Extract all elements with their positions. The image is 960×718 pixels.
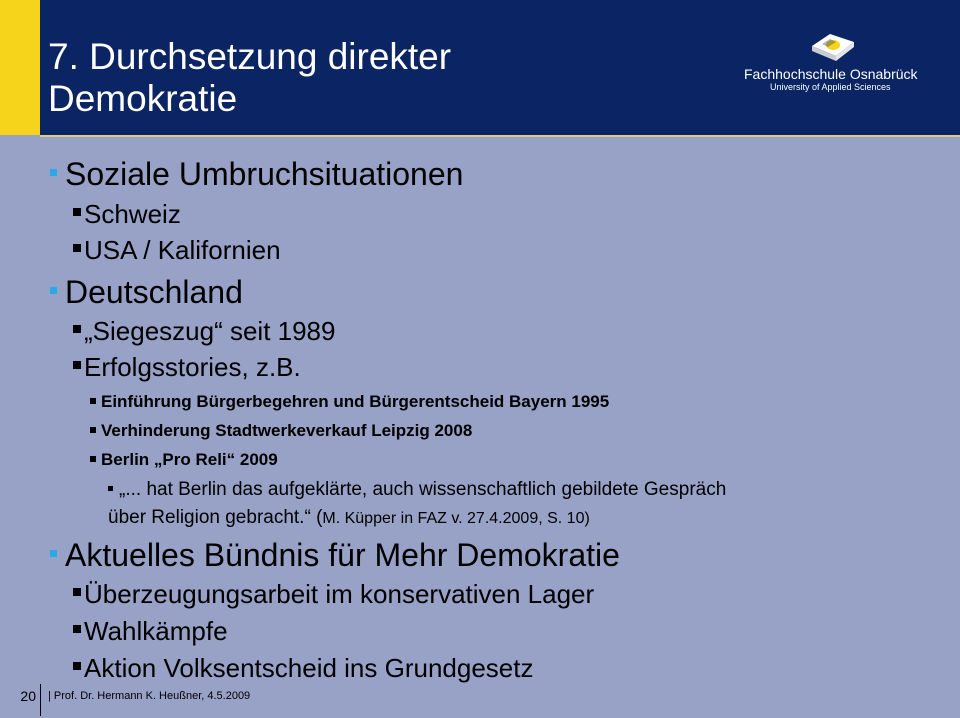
footer-author: | Prof. Dr. Hermann K. Heußner, 4.5.2009 bbox=[48, 690, 251, 702]
list-item: Soziale Umbruchsituationen bbox=[50, 156, 463, 193]
footer-divider bbox=[40, 684, 41, 716]
quote-line: über Religion gebracht.“ (M. Küpper in FAZ v. 27.4.2009, S. 10) bbox=[108, 507, 590, 528]
list-item: Erfolgsstories, z.B. bbox=[73, 352, 301, 383]
logo-subtitle: University of Applied Sciences bbox=[770, 82, 891, 92]
quote-line: „... hat Berlin das aufgeklärte, auch wissenschaftlich gebildete Gespräch bbox=[108, 479, 726, 501]
square-bullet-icon bbox=[73, 625, 81, 633]
logo-name: Fachhochschule Osnabrück bbox=[744, 66, 918, 82]
title-line-1: 7. Durchsetzung direkter bbox=[48, 36, 452, 77]
list-item: Wahlkämpfe bbox=[73, 616, 228, 647]
list-item: Verhinderung Stadtwerkeverkauf Leipzig 2008 bbox=[90, 421, 472, 441]
square-bullet-icon bbox=[50, 287, 57, 294]
square-bullet-icon bbox=[90, 398, 96, 404]
list-item: Berlin „Pro Reli“ 2009 bbox=[90, 450, 278, 470]
list-item: Überzeugungsarbeit im konservativen Lager bbox=[73, 579, 594, 610]
square-bullet-icon bbox=[50, 550, 57, 557]
square-bullet-icon bbox=[90, 456, 96, 462]
list-item: Deutschland bbox=[50, 274, 243, 311]
page-number: 20 bbox=[20, 688, 36, 704]
square-bullet-icon bbox=[73, 325, 81, 333]
square-bullet-icon bbox=[73, 244, 81, 252]
list-item: Einführung Bürgerbegehren und Bürgerentscheid Bayern 1995 bbox=[90, 392, 609, 412]
square-bullet-icon bbox=[73, 361, 81, 369]
list-item: USA / Kalifornien bbox=[73, 235, 281, 266]
list-item: „Siegeszug“ seit 1989 bbox=[73, 316, 335, 347]
square-bullet-icon bbox=[73, 208, 81, 216]
square-bullet-icon bbox=[73, 588, 81, 596]
square-bullet-icon bbox=[73, 662, 81, 670]
list-item: Schweiz bbox=[73, 199, 181, 230]
list-item: Aktuelles Bündnis für Mehr Demokratie bbox=[50, 537, 620, 574]
square-bullet-icon bbox=[108, 486, 113, 491]
list-item: Aktion Volksentscheid ins Grundgesetz bbox=[73, 653, 533, 684]
title-line-2: Demokratie bbox=[48, 78, 238, 119]
square-bullet-icon bbox=[90, 427, 96, 433]
square-bullet-icon bbox=[50, 169, 57, 176]
quote-source: M. Küpper in FAZ v. 27.4.2009, S. 10) bbox=[322, 510, 590, 527]
